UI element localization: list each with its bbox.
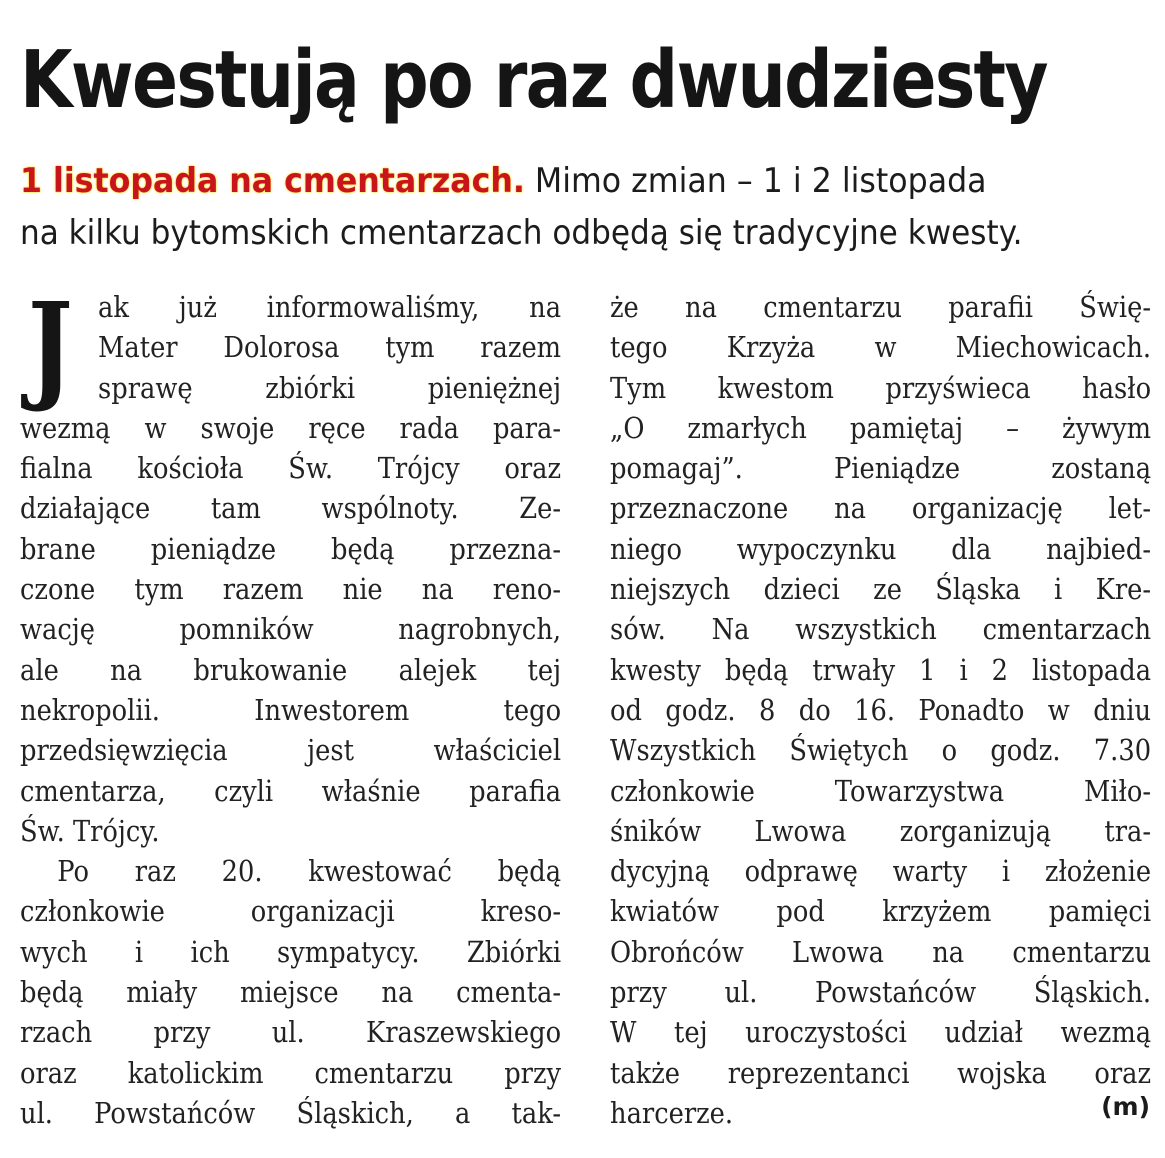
lead-paragraph bbox=[20, 155, 1151, 259]
body-line: wych i ich sympatycy. Zbiórki bbox=[20, 934, 562, 969]
body-line: będą miały miejsce na cmenta- bbox=[20, 975, 562, 1010]
body-line: tego Krzyża w Miechowicach. bbox=[610, 330, 1152, 365]
drop-cap: J bbox=[28, 276, 73, 415]
body-line: przy ul. Powstańców Śląskich. bbox=[610, 975, 1152, 1010]
body-line: W tej uroczystości udział wezmą bbox=[610, 1015, 1152, 1050]
headline: Kwestują po raz dwudziesty bbox=[20, 34, 1047, 126]
body-line: brane pieniądze będą przezna- bbox=[20, 531, 562, 566]
body-line: oraz katolickim cmentarzu przy bbox=[20, 1055, 562, 1090]
body-line: cmentarza, czyli właśnie parafia bbox=[20, 773, 562, 808]
body-line: ak już informowaliśmy, na bbox=[98, 290, 562, 324]
body-line: kwesty będą trwały 1 i 2 listopada bbox=[610, 652, 1152, 687]
lead-line-1 bbox=[20, 155, 1072, 207]
body-line: działające tam wspólnoty. Ze- bbox=[20, 491, 562, 526]
body-line: ale na brukowanie alejek tej bbox=[20, 652, 562, 687]
body-line: rzach przy ul. Kraszewskiego bbox=[20, 1015, 562, 1050]
body-line: że na cmentarzu parafii Świę- bbox=[610, 290, 1152, 324]
body-line: przedsięwzięcia jest właściciel bbox=[20, 733, 562, 768]
lead-kicker: 1 listopada na cmentarzach. bbox=[20, 161, 525, 201]
body-line: pomagaj”. Pieniądze zostaną bbox=[610, 451, 1152, 486]
body-line: niejszych dzieci ze Śląska i Kre- bbox=[610, 572, 1152, 607]
body-line: harcerze. bbox=[610, 1095, 734, 1130]
body-line: przeznaczone na organizację let- bbox=[610, 491, 1152, 526]
body-line: nekropolii. Inwestorem tego bbox=[20, 692, 562, 727]
body-line: sprawę zbiórki pieniężnej bbox=[98, 370, 562, 405]
body-column-left bbox=[20, 276, 562, 1133]
body-line: śników Lwowa zorganizują tra- bbox=[610, 813, 1152, 848]
body-line: dycyjną odprawę warty i złożenie bbox=[610, 854, 1152, 889]
body-line: fialna kościoła Św. Trójcy oraz bbox=[20, 451, 562, 486]
body-line: kwiatów pod krzyżem pamięci bbox=[610, 894, 1152, 929]
body-line: niego wypoczynku dla najbied- bbox=[610, 531, 1152, 566]
lead-line-1-text: Mimo zmian – 1 i 2 listopada bbox=[524, 161, 987, 201]
body-line: wezmą w swoje ręce rada para- bbox=[20, 410, 562, 445]
body-line: „O zmarłych pamiętaj – żywym bbox=[610, 410, 1152, 445]
body-line: sów. Na wszystkich cmentarzach bbox=[610, 612, 1152, 647]
body-line: ul. Powstańców Śląskich, a tak- bbox=[20, 1095, 562, 1130]
body-line: czone tym razem nie na reno- bbox=[20, 572, 562, 607]
body-line: Wszystkich Świętych o godz. 7.30 bbox=[610, 733, 1152, 768]
author-initial: (m) bbox=[1101, 1092, 1150, 1121]
body-line: Tym kwestom przyświeca hasło bbox=[610, 370, 1152, 405]
body-column-right bbox=[610, 287, 1150, 1133]
body-line: Św. Trójcy. bbox=[20, 813, 160, 848]
body-line: Obrońców Lwowa na cmentarzu bbox=[610, 934, 1152, 969]
body-line: członkowie organizacji kreso- bbox=[20, 894, 562, 929]
body-line: członkowie Towarzystwa Miło- bbox=[610, 773, 1152, 808]
body-line: wację pomników nagrobnych, bbox=[20, 612, 562, 647]
lead-line-2: na kilku bytomskich cmentarzach odbędą się tradycyjne kwesty. bbox=[20, 213, 1023, 253]
body-line: Po raz 20. kwestować będą bbox=[57, 854, 562, 889]
body-line: od godz. 8 do 16. Ponadto w dniu bbox=[610, 692, 1152, 727]
body-line: Mater Dolorosa tym razem bbox=[98, 330, 562, 365]
body-line: także reprezentanci wojska oraz bbox=[610, 1055, 1152, 1090]
